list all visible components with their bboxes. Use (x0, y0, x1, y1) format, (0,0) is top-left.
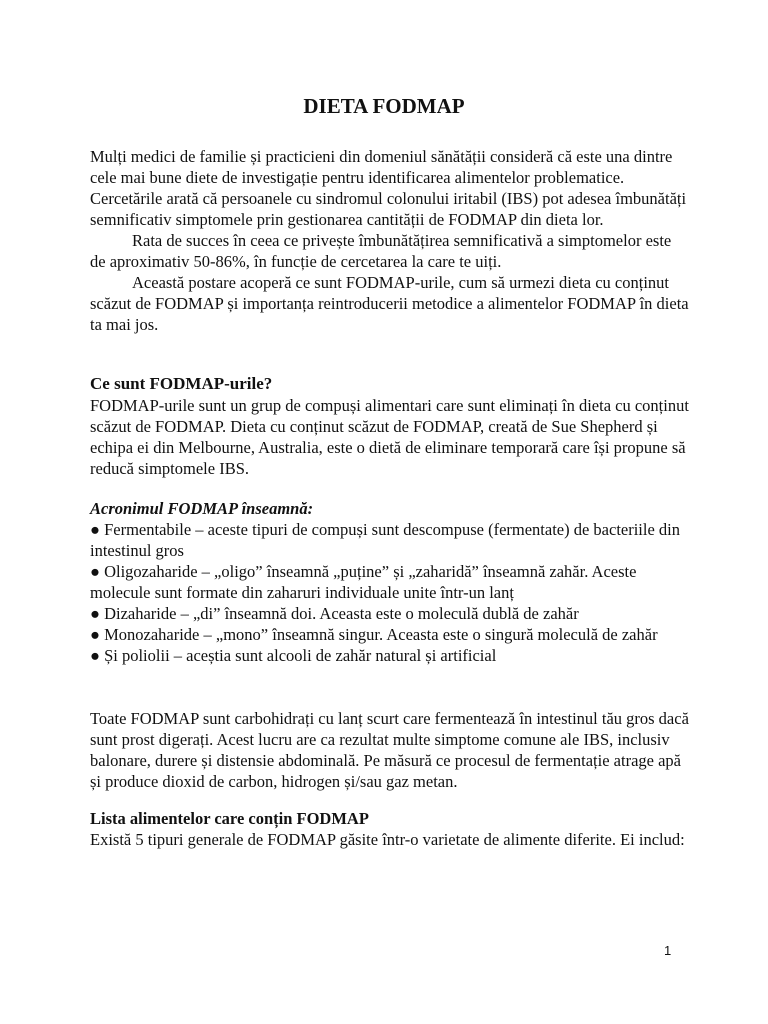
intro-paragraph-2: Rata de succes în ceea ce privește îmbunătățirea semnificativă a simptomelor este de aproximativ 50-86%, în funcție de cercetarea la care te uiți. (90, 231, 672, 271)
intro-section (90, 146, 690, 335)
page-number: 1 (664, 943, 672, 958)
intro-paragraph-3: Această postare acoperă ce sunt FODMAP-urile, cum să urmezi dieta cu conținut scăzut de FODMAP și importanța reintroducerii metodice a alimentelor FODMAP în dieta ta mai jos. (90, 273, 689, 334)
acronym-list (90, 519, 690, 666)
list-item: ● Și poliolii – aceștia sunt alcooli de zahăr natural și artificial (90, 646, 497, 665)
food-list-section (90, 808, 690, 850)
body-paragraph: Toate FODMAP sunt carbohidrați cu lanț scurt care fermentează în intestinul tău gros dacă sunt prost digerați. Acest lucru are ca rezultat multe simptome comune ale IBS, inclusiv balonare, durere și distensie abdominală. Pe măsură ce procesul de fermentație atrage apă și produce dioxid de carbon, hidrogen și/sau gaz metan. (90, 709, 689, 791)
section-heading: Ce sunt FODMAP-urile? (90, 374, 273, 393)
what-are-fodmaps-section (90, 373, 690, 479)
list-item: ● Oligozaharide – „oligo” înseamnă „puține” și „zaharidă” înseamnă zahăr. Aceste molecule sunt formate din zaharuri individuale unite într-un lanț (90, 562, 637, 602)
intro-paragraph-1: Mulți medici de familie și practicieni din domeniul sănătății consideră că este una dintre cele mai bune diete de investigație pentru identificarea alimentelor problematice. Cercetările arată că persoanele cu sindromul colonului iritabil (IBS) pot adesea îmbunătăți semnificativ simptomele prin gestionarea cantității de FODMAP din dieta lor. (90, 147, 687, 229)
list-item: ● Fermentabile – aceste tipuri de compuși sunt descompuse (fermentate) de bacteriile din intestinul gros (90, 520, 681, 560)
section-paragraph: Există 5 tipuri generale de FODMAP găsite într-o varietate de alimente diferite. Ei includ: (90, 830, 685, 849)
fermentation-section (90, 708, 690, 792)
section-paragraph: FODMAP-urile sunt un grup de compuși alimentari care sunt eliminați în dieta cu conținut scăzut de FODMAP. Dieta cu conținut scăzut de FODMAP, creată de Sue Shepherd și echipa ei din Melbourne, Australia, este o dietă de eliminare temporară care își propune să reducă simptomele IBS. (90, 396, 689, 478)
page-title: DIETA FODMAP (303, 94, 465, 118)
acronym-heading: Acronimul FODMAP înseamnă: (90, 499, 314, 518)
acronym-section (90, 498, 690, 666)
section-heading: Lista alimentelor care conțin FODMAP (90, 809, 369, 828)
list-item: ● Dizaharide – „di” înseamnă doi. Aceasta este o moleculă dublă de zahăr (90, 604, 579, 623)
list-item: ● Monozaharide – „mono” înseamnă singur. Aceasta este o singură moleculă de zahăr (90, 625, 658, 644)
